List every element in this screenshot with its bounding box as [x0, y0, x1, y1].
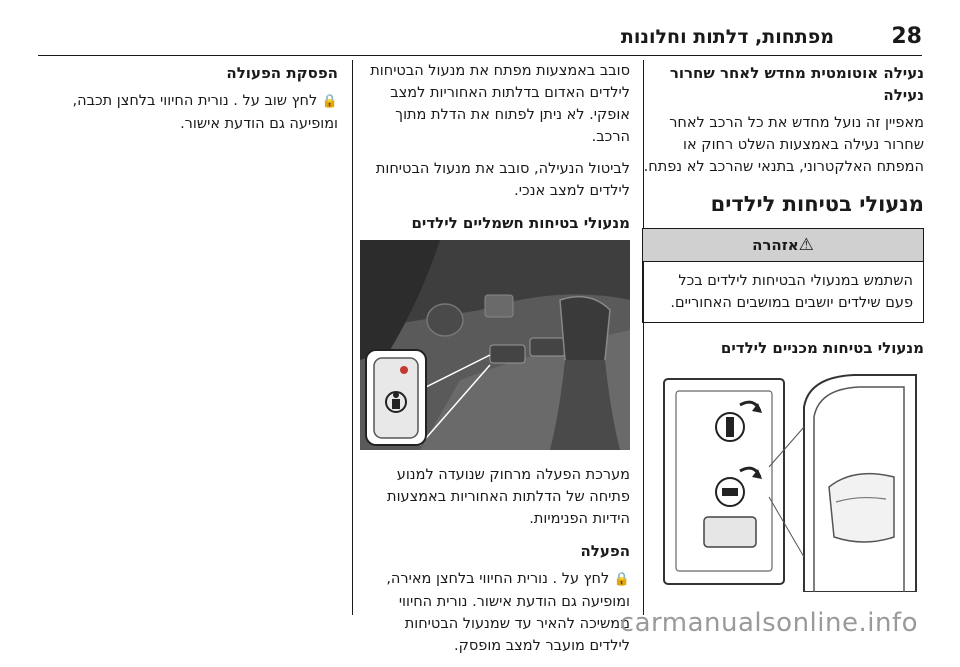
heading-mechanical-child-locks: מנעולי בטיחות מכניים לילדים	[720, 339, 924, 357]
chapter-title: מפתחות, דלתות וחלונות	[620, 26, 834, 48]
heading-auto-relock: נעילה אוטומטית מחדש לאחר שחרור נעילה	[669, 64, 924, 104]
page-header	[38, 22, 922, 52]
child-lock-icon: 🔒	[321, 94, 338, 109]
page-number: 28	[891, 24, 922, 49]
paragraph-auto-relock: מאפיין זה נועל מחדש את כל הרכב לאחר שחרור נעילה באמצעות השלט רחוק או המפתח האלקטרוני, בתנאי שהרכב לא נפתח.	[643, 115, 924, 175]
column-divider-left	[352, 60, 353, 615]
heading-deactivation: הפסקת הפעולה	[226, 64, 338, 82]
warning-title: אזהרה	[752, 236, 799, 254]
heading-child-safety-locks: מנעולי בטיחות לילדים	[710, 192, 924, 216]
warning-box	[642, 228, 924, 323]
right-column	[642, 60, 924, 592]
watermark: carmanualsonline.info	[619, 608, 918, 638]
heading-electric-child-locks: מנעולי בטיחות חשמליים לילדים	[411, 214, 630, 232]
child-lock-icon: 🔒	[613, 572, 630, 587]
paragraph-deactivation-text: לחץ שוב על . נורית החיווי בלחצן תכבה, ומופיעה גם הודעת אישור.	[72, 93, 338, 132]
paragraph-deactivation	[48, 90, 338, 135]
paragraph-activation	[360, 568, 630, 657]
door-child-lock-illustration	[654, 367, 924, 592]
middle-column	[360, 60, 630, 667]
warning-triangle-icon: ⚠	[798, 235, 814, 255]
paragraph-mechanical-unlock: לביטול הנעילה, סובב את מנעול הבטיחות לילדים למצב אנכי.	[375, 161, 630, 199]
left-column	[48, 60, 338, 145]
warning-header	[643, 229, 923, 262]
paragraph-remote-system: מערכת הפעלה מרחוק שנועדה למנוע פתיחה של הדלתות האחוריות באמצעות הידיות הפנימיות.	[387, 467, 630, 527]
paragraph-activation-text: לחץ על . נורית החיווי בלחצן מאירה, ומופיעה גם הודעת אישור. נורית החיווי ממשיכה להאיר עד שמנעול הבטיחות לילדים מועבר למצב מופסק.	[386, 571, 630, 654]
console-child-lock-button-illustration	[360, 240, 630, 450]
heading-activation: הפעלה	[580, 542, 630, 560]
header-divider	[38, 55, 922, 56]
warning-text: השתמש במנעולי הבטיחות לילדים בכל פעם שילדים יושבים במושבים האחוריים.	[670, 273, 913, 311]
paragraph-mechanical-lock: סובב באמצעות מפתח את מנעול הבטיחות לילדים האדום בדלתות האחוריות למצב אופקי. לא ניתן לפתוח את הדלת מתוך הרכב.	[370, 63, 630, 145]
